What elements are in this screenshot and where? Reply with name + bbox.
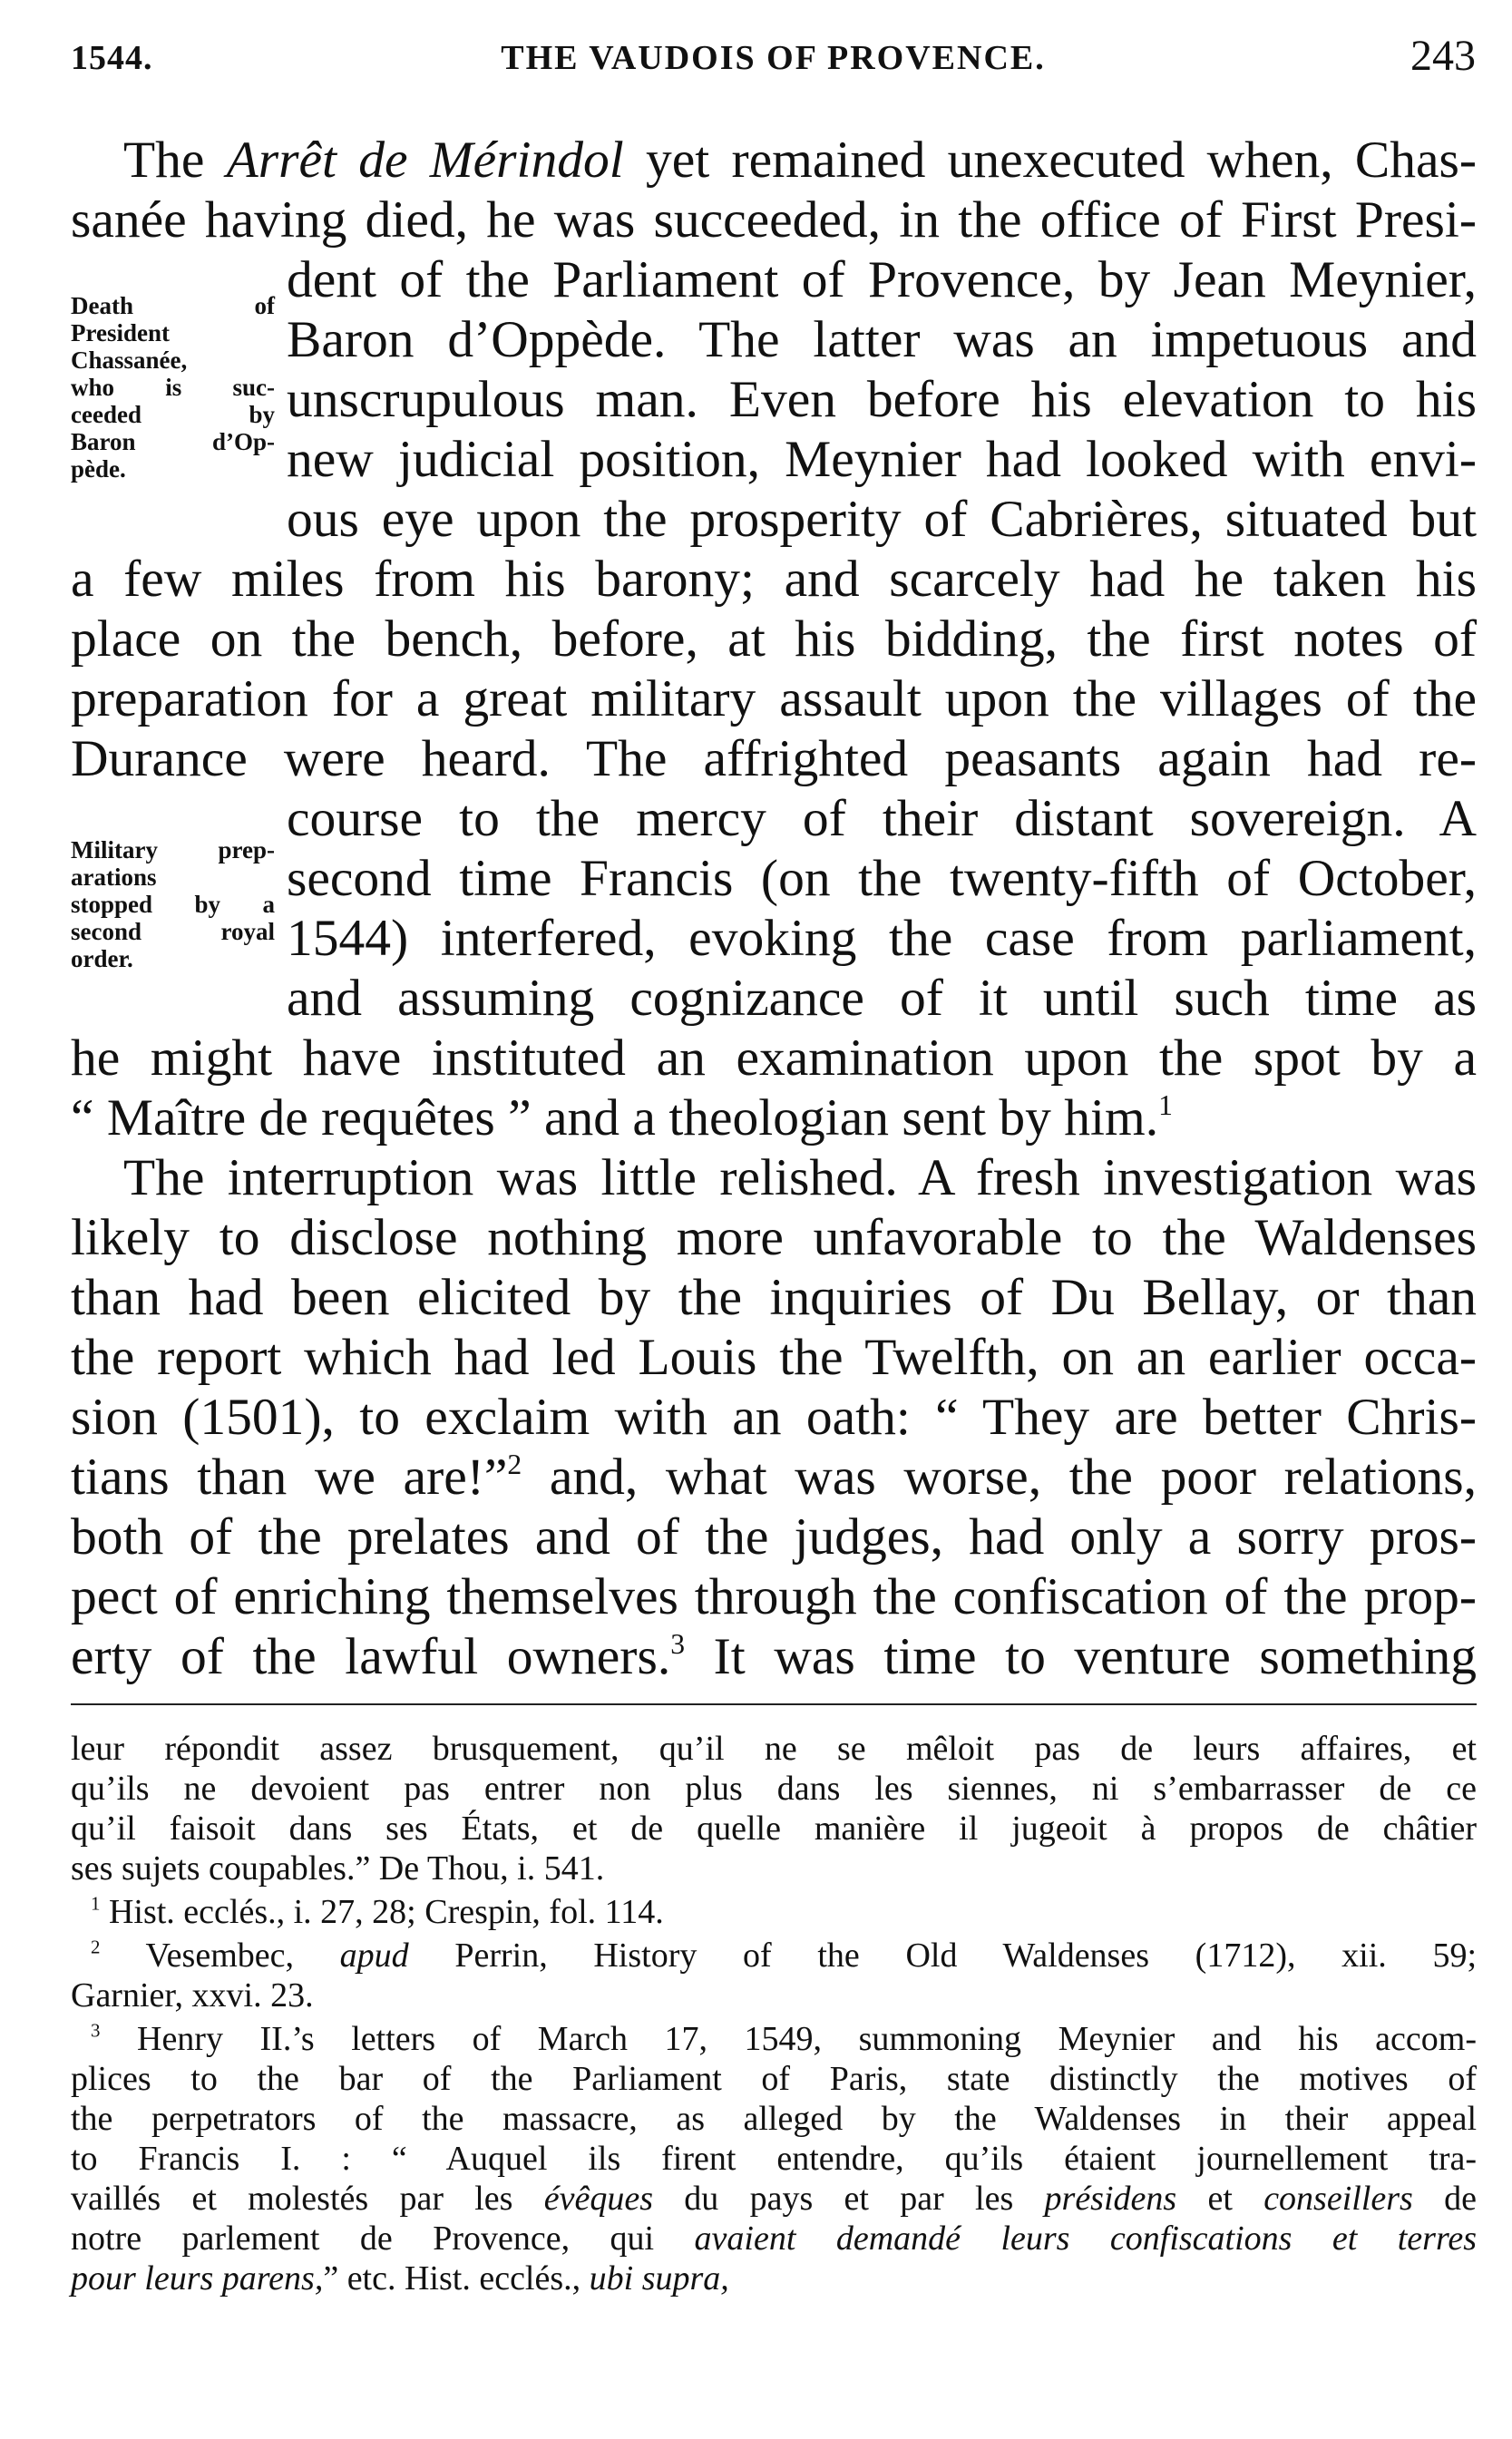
running-head-year: 1544. (71, 39, 153, 77)
sidenote-death-of-chassanee (71, 292, 275, 483)
sidenote-line: stopped by a (71, 891, 275, 918)
sidenote-line: Military prep- (71, 836, 275, 863)
footnote-line: notre parlement de Provence, qui avaient demandé leurs confiscations et terres (71, 2219, 1477, 2258)
footnote-marker: 1 (91, 1892, 101, 1915)
footnote-line: vaillés et molestés par les évêques du pays et par les présidens et conseillers de (71, 2180, 1477, 2218)
body-line: course to the mercy of their distant sovereign. A (287, 790, 1477, 847)
body-line: pect of enriching themselves through the confiscation of the prop- (71, 1568, 1477, 1625)
body-line: sanée having died, he was succeeded, in the office of First Presi- (71, 191, 1477, 249)
footnote-3: $^3$ Henry II.’s letters of March 17, 1549, summoning Meynier and his accom- (91, 2019, 1477, 2058)
body-line: likely to disclose nothing more unfavorable to the Waldenses (71, 1209, 1477, 1266)
body-line: Durance were heard. The affrighted peasants again had re- (71, 730, 1477, 787)
body-line: both of the prelates and of the judges, had only a sorry pros- (71, 1508, 1477, 1566)
footnote-rule (71, 1703, 1477, 1705)
footnote-ref: 3 (670, 1627, 686, 1660)
footnote-ref: 1 (1158, 1088, 1173, 1121)
footnote-marker: 2 (91, 1936, 101, 1958)
page-number: 243 (1410, 32, 1476, 80)
body-line: dent of the Parliament of Provence, by Jean Meynier, (287, 251, 1477, 308)
body-line: The Arrêt de Mérindol yet remained unexecuted when, Chas- (123, 132, 1477, 189)
body-line: “ Maître de requêtes ” and a theologian sent by him.$^1$ (71, 1088, 1173, 1146)
running-head-title: THE VAUDOIS OF PROVENCE. (501, 39, 1046, 77)
footnote-1: $^1$ Hist. ecclés., i. 27, 28; Crespin, fol. 114. (91, 1892, 664, 1931)
footnote-line: pour leurs parens,” etc. Hist. ecclés., ubi supra, (71, 2259, 729, 2298)
sidenote-line: President (71, 319, 170, 346)
footnote-line: to Francis I. : “ Auquel ils firent entendre, qu’ils étaient journellement tra- (71, 2140, 1477, 2178)
body-line: ous eye upon the prosperity of Cabrières, situated but (287, 491, 1477, 548)
sidenote-line: pède. (71, 455, 126, 483)
body-line: preparation for a great military assault upon the villages of the (71, 670, 1477, 727)
footnote-marker: 3 (91, 2019, 101, 2042)
sidenote-line: who is suc- (71, 374, 275, 401)
body-line: unscrupulous man. Even before his elevation to his (287, 371, 1477, 428)
footnote-line: qu’ils ne devoient pas entrer non plus dans les siennes, ni s’embarrasser de ce (71, 1770, 1477, 1808)
sidenote-line: second royal (71, 918, 275, 945)
body-line: he might have instituted an examination upon the spot by a (71, 1029, 1477, 1087)
body-line: Baron d’Oppède. The latter was an impetuous and (287, 311, 1477, 368)
footnote-line: the perpetrators of the massacre, as alleged by the Waldenses in their appeal (71, 2100, 1477, 2138)
sidenote-line: ceeded by (71, 401, 275, 428)
body-line: 1544) interfered, evoking the case from parliament, (287, 910, 1477, 967)
body-line: The interruption was little relished. A fresh investigation was (123, 1149, 1477, 1206)
sidenote-military-preparations (71, 836, 275, 972)
body-line: than had been elicited by the inquiries of Du Bellay, or than (71, 1269, 1477, 1326)
body-line: the report which had led Louis the Twelfth, on an earlier occa- (71, 1329, 1477, 1386)
emphasis: Arrêt de Mérindol (226, 132, 624, 189)
footnote-line: leur répondit assez brusquement, qu’il ne se mêloit pas de leurs affaires, et (71, 1730, 1477, 1768)
footnote-ref: 2 (507, 1448, 522, 1480)
body-line: second time Francis (on the twenty-fifth of October, (287, 850, 1477, 907)
sidenote-line: Chassanée, (71, 346, 188, 374)
body-line: new judicial position, Meynier had looked with envi- (287, 431, 1477, 488)
body-line: place on the bench, before, at his bidding, the first notes of (71, 610, 1477, 668)
footnote-line: plices to the bar of the Parliament of Paris, state distinctly the motives of (71, 2060, 1477, 2098)
footnote-2: $^2$ Vesembec, apud Perrin, History of the Old Waldenses (1712), xii. 59; (91, 1936, 1477, 1975)
sidenote-line: order. (71, 945, 133, 972)
footnote-line: ses sujets coupables.” De Thou, i. 541. (71, 1849, 605, 1888)
body-line: and assuming cognizance of it until such time as (287, 970, 1477, 1027)
sidenote-line: arations (71, 863, 157, 891)
footnote-line: qu’il faisoit dans ses États, et de quelle manière il jugeoit à propos de châtier (71, 1810, 1477, 1848)
body-line: tians than we are!”$^2$ and, what was worse, the poor relations, (71, 1448, 1477, 1506)
sidenote-line: Baron d’Op- (71, 428, 275, 455)
footnote-line: Garnier, xxvi. 23. (71, 1976, 314, 2015)
body-line: sion (1501), to exclaim with an oath: “ They are better Chris- (71, 1389, 1477, 1446)
running-head (71, 27, 1476, 91)
body-line: a few miles from his barony; and scarcely had he taken his (71, 551, 1477, 608)
body-line: erty of the lawful owners.$^3$ It was time to venture something (71, 1627, 1477, 1685)
sidenote-line: Death of (71, 292, 275, 319)
